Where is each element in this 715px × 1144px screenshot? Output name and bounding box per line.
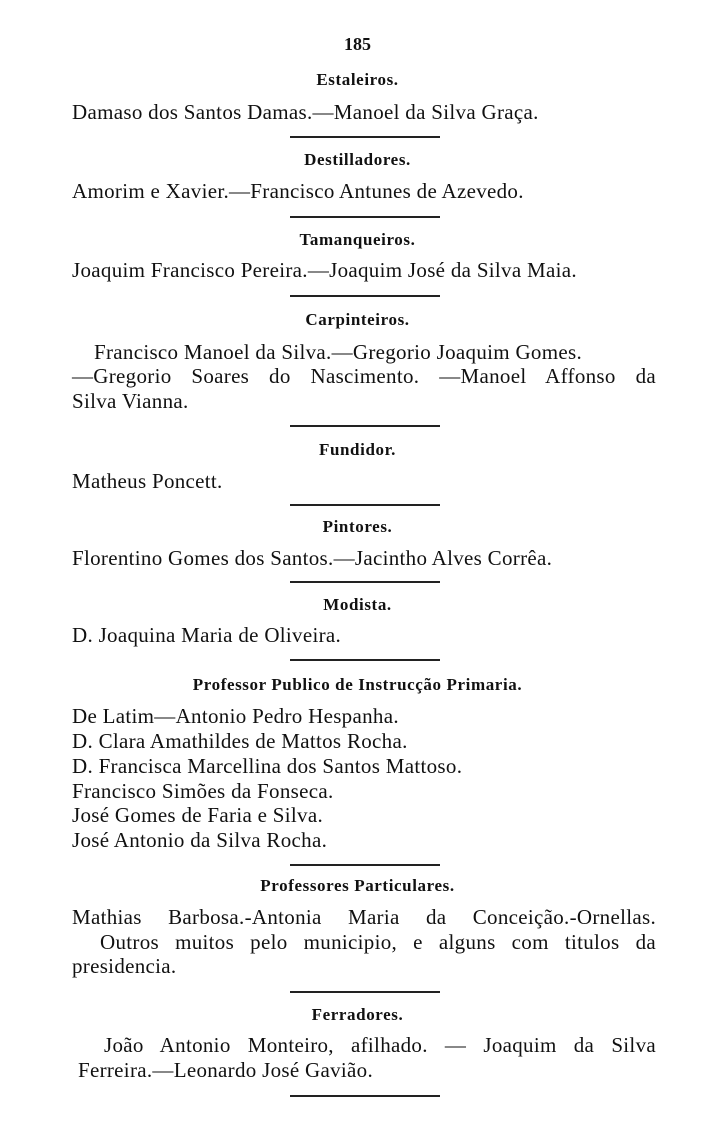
section-divider [290,1095,440,1097]
page-number: 185 [344,34,371,54]
text-line: José Gomes de Faria e Silva. [72,803,324,827]
section-heading-modista: Modista. [323,595,392,614]
section-heading-ferradores: Ferradores. [311,1005,404,1024]
section-heading-tamanqueiros: Tamanqueiros. [299,230,416,249]
text-line: Silva Vianna. [72,389,189,413]
text-line: D. Joaquina Maria de Oliveira. [72,623,342,647]
section-heading-destilladores: Destilladores. [304,150,411,169]
text-line: D. Clara Amathildes de Mattos Rocha. [72,729,408,753]
section-heading-professor-publico: Professor Publico de Instrucção Primaria. [192,675,523,694]
section-divider [290,659,440,661]
text-line: Matheus Poncett. [72,469,223,493]
text-line: Amorim e Xavier.—Francisco Antunes de Azevedo. [72,179,524,203]
text-line: Outros muitos pelo municipio, e alguns com titulos da [100,930,656,954]
section-divider [290,991,440,993]
text-line: Florentino Gomes dos Santos.—Jacintho Alves Corrêa. [72,546,553,570]
text-line: —Gregorio Soares do Nascimento. —Manoel Affonso da [72,364,656,388]
section-heading-professores-particulares: Professores Particulares. [260,876,455,895]
text-line: Joaquim Francisco Pereira.—Joaquim José da Silva Maia. [72,258,577,282]
section-divider [290,136,440,138]
section-divider [290,504,440,506]
section-divider [290,425,440,427]
section-heading-pintores: Pintores. [322,517,393,536]
text-line: Francisco Manoel da Silva.—Gregorio Joaquim Gomes. [94,340,582,364]
text-line: Francisco Simões da Fonseca. [72,779,334,803]
text-line: Damaso dos Santos Damas.—Manoel da Silva Graça. [72,100,539,124]
text-line: João Antonio Monteiro, afilhado. — Joaquim da Silva [104,1033,656,1057]
section-divider [290,216,440,218]
section-divider [290,295,440,297]
text-line: Ferreira.—Leonardo José Gavião. [78,1058,374,1082]
section-heading-fundidor: Fundidor. [318,440,397,459]
section-divider [290,581,440,583]
text-line: presidencia. [72,954,177,978]
text-line: Mathias Barbosa.-Antonia Maria da Conceição.-Ornellas. [72,905,656,929]
text-line: José Antonio da Silva Rocha. [72,828,328,852]
section-heading-carpinteiros: Carpinteiros. [305,310,410,329]
text-line: D. Francisca Marcellina dos Santos Mattoso. [72,754,463,778]
section-divider [290,864,440,866]
text-line: De Latim—Antonio Pedro Hespanha. [72,704,399,728]
section-heading-estaleiros: Estaleiros. [316,70,399,89]
